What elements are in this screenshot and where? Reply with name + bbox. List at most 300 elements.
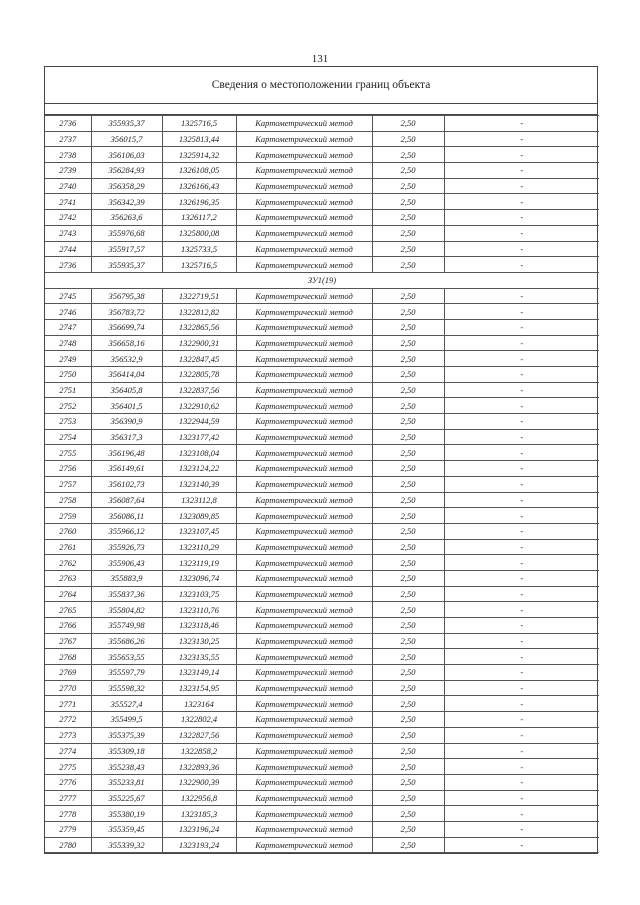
description-cell: - xyxy=(444,743,599,759)
coord-x-cell: 355499,5 xyxy=(91,712,162,728)
method-cell: Картометрический метод xyxy=(236,304,372,320)
method-cell: Картометрический метод xyxy=(236,335,372,351)
table-row xyxy=(45,743,599,759)
table-row xyxy=(45,555,599,571)
table-row xyxy=(45,414,599,430)
accuracy-cell: 2,50 xyxy=(372,288,444,304)
method-cell: Картометрический метод xyxy=(236,555,372,571)
coord-y-cell: 1323154,95 xyxy=(162,680,236,696)
method-cell: Картометрический метод xyxy=(236,665,372,681)
accuracy-cell: 2,50 xyxy=(372,602,444,618)
method-cell: Картометрический метод xyxy=(236,398,372,414)
table-row xyxy=(45,790,599,806)
coord-x-cell: 355598,32 xyxy=(91,680,162,696)
coord-x-cell: 356699,74 xyxy=(91,319,162,335)
accuracy-cell: 2,50 xyxy=(372,696,444,712)
point-number-cell: 2766 xyxy=(45,618,91,634)
accuracy-cell: 2,50 xyxy=(372,194,444,210)
point-number-cell: 2743 xyxy=(45,225,91,241)
coord-x-cell: 355935,37 xyxy=(91,257,162,273)
method-cell: Картометрический метод xyxy=(236,696,372,712)
coord-x-cell: 355749,98 xyxy=(91,618,162,634)
description-cell: - xyxy=(444,445,599,461)
description-cell: - xyxy=(444,712,599,728)
table-row xyxy=(45,210,599,226)
point-number-cell: 2773 xyxy=(45,727,91,743)
coord-x-cell: 356015,7 xyxy=(91,131,162,147)
table-row xyxy=(45,241,599,257)
point-number-cell: 2761 xyxy=(45,539,91,555)
coord-x-cell: 356532,9 xyxy=(91,351,162,367)
coord-x-cell: 355380,19 xyxy=(91,806,162,822)
table-row xyxy=(45,821,599,837)
point-number-cell: 2760 xyxy=(45,523,91,539)
accuracy-cell: 2,50 xyxy=(372,508,444,524)
coord-x-cell: 355359,45 xyxy=(91,821,162,837)
method-cell: Картометрический метод xyxy=(236,759,372,775)
coord-x-cell: 356317,3 xyxy=(91,429,162,445)
table-row xyxy=(45,539,599,555)
description-cell: - xyxy=(444,633,599,649)
coord-y-cell: 1322837,56 xyxy=(162,382,236,398)
method-cell: Картометрический метод xyxy=(236,351,372,367)
description-cell: - xyxy=(444,539,599,555)
coord-x-cell: 356658,16 xyxy=(91,335,162,351)
point-number-cell: 2769 xyxy=(45,665,91,681)
description-cell: - xyxy=(444,837,599,853)
coord-y-cell: 1323103,75 xyxy=(162,586,236,602)
method-cell: Картометрический метод xyxy=(236,837,372,853)
table-row xyxy=(45,806,599,822)
point-number-cell: 2777 xyxy=(45,790,91,806)
accuracy-cell: 2,50 xyxy=(372,555,444,571)
description-cell: - xyxy=(444,476,599,492)
coord-y-cell: 1323124,22 xyxy=(162,461,236,477)
coord-y-cell: 1325716,5 xyxy=(162,257,236,273)
method-cell: Картометрический метод xyxy=(236,225,372,241)
method-cell: Картометрический метод xyxy=(236,367,372,383)
description-cell: - xyxy=(444,696,599,712)
accuracy-cell: 2,50 xyxy=(372,523,444,539)
coord-x-cell: 355339,32 xyxy=(91,837,162,853)
table-row xyxy=(45,759,599,775)
coord-x-cell: 356358,29 xyxy=(91,178,162,194)
coord-y-cell: 1323089,85 xyxy=(162,508,236,524)
coord-x-cell: 355686,26 xyxy=(91,633,162,649)
coord-y-cell: 1322802,4 xyxy=(162,712,236,728)
coord-x-cell: 355309,18 xyxy=(91,743,162,759)
description-cell: - xyxy=(444,806,599,822)
coord-y-cell: 1322719,51 xyxy=(162,288,236,304)
accuracy-cell: 2,50 xyxy=(372,335,444,351)
coord-y-cell: 1326117,2 xyxy=(162,210,236,226)
coord-x-cell: 355527,4 xyxy=(91,696,162,712)
description-cell: - xyxy=(444,178,599,194)
page-number: 131 xyxy=(311,53,329,65)
method-cell: Картометрический метод xyxy=(236,539,372,555)
accuracy-cell: 2,50 xyxy=(372,727,444,743)
table-row xyxy=(45,351,599,367)
accuracy-cell: 2,50 xyxy=(372,790,444,806)
accuracy-cell: 2,50 xyxy=(372,178,444,194)
method-cell: Картометрический метод xyxy=(236,210,372,226)
method-cell: Картометрический метод xyxy=(236,523,372,539)
point-number-cell: 2739 xyxy=(45,163,91,179)
description-cell: - xyxy=(444,602,599,618)
coord-y-cell: 1322893,36 xyxy=(162,759,236,775)
coord-x-cell: 355225,67 xyxy=(91,790,162,806)
method-cell: Картометрический метод xyxy=(236,257,372,273)
accuracy-cell: 2,50 xyxy=(372,586,444,602)
coord-y-cell: 1322900,39 xyxy=(162,774,236,790)
coord-y-cell: 1323107,45 xyxy=(162,523,236,539)
coord-x-cell: 355883,9 xyxy=(91,570,162,586)
description-cell: - xyxy=(444,649,599,665)
point-number-cell: 2746 xyxy=(45,304,91,320)
coord-x-cell: 356284,93 xyxy=(91,163,162,179)
point-number-cell: 2753 xyxy=(45,414,91,430)
coord-y-cell: 1323149,14 xyxy=(162,665,236,681)
table-row xyxy=(45,476,599,492)
point-number-cell: 2770 xyxy=(45,680,91,696)
coord-y-cell: 1322956,8 xyxy=(162,790,236,806)
point-number-cell: 2744 xyxy=(45,241,91,257)
point-number-cell: 2745 xyxy=(45,288,91,304)
accuracy-cell: 2,50 xyxy=(372,539,444,555)
coord-y-cell: 1326108,05 xyxy=(162,163,236,179)
table-row xyxy=(45,116,599,132)
accuracy-cell: 2,50 xyxy=(372,304,444,320)
point-number-cell: 2756 xyxy=(45,461,91,477)
table-row xyxy=(45,649,599,665)
table-row xyxy=(45,633,599,649)
method-cell: Картометрический метод xyxy=(236,649,372,665)
coord-y-cell: 1323140,39 xyxy=(162,476,236,492)
description-cell: - xyxy=(444,665,599,681)
coord-y-cell: 1322812,82 xyxy=(162,304,236,320)
method-cell: Картометрический метод xyxy=(236,633,372,649)
description-cell: - xyxy=(444,461,599,477)
method-cell: Картометрический метод xyxy=(236,178,372,194)
point-number-cell: 2752 xyxy=(45,398,91,414)
method-cell: Картометрический метод xyxy=(236,147,372,163)
table-row xyxy=(45,445,599,461)
accuracy-cell: 2,50 xyxy=(372,680,444,696)
accuracy-cell: 2,50 xyxy=(372,131,444,147)
coord-y-cell: 1325813,44 xyxy=(162,131,236,147)
point-number-cell: 2740 xyxy=(45,178,91,194)
method-cell: Картометрический метод xyxy=(236,241,372,257)
description-cell: - xyxy=(444,727,599,743)
description-cell: - xyxy=(444,492,599,508)
table-row xyxy=(45,225,599,241)
accuracy-cell: 2,50 xyxy=(372,570,444,586)
coord-y-cell: 1323185,3 xyxy=(162,806,236,822)
description-cell: - xyxy=(444,790,599,806)
point-number-cell: 2737 xyxy=(45,131,91,147)
accuracy-cell: 2,50 xyxy=(372,429,444,445)
coord-x-cell: 355906,43 xyxy=(91,555,162,571)
method-cell: Картометрический метод xyxy=(236,445,372,461)
table-row xyxy=(45,194,599,210)
point-number-cell: 2764 xyxy=(45,586,91,602)
table-row xyxy=(45,837,599,853)
method-cell: Картометрический метод xyxy=(236,806,372,822)
point-number-cell: 2771 xyxy=(45,696,91,712)
method-cell: Картометрический метод xyxy=(236,821,372,837)
accuracy-cell: 2,50 xyxy=(372,743,444,759)
point-number-cell: 2754 xyxy=(45,429,91,445)
table-row xyxy=(45,492,599,508)
point-number-cell: 2741 xyxy=(45,194,91,210)
coord-y-cell: 1323112,8 xyxy=(162,492,236,508)
table-row xyxy=(45,508,599,524)
method-cell: Картометрический метод xyxy=(236,618,372,634)
coord-y-cell: 1323135,55 xyxy=(162,649,236,665)
method-cell: Картометрический метод xyxy=(236,319,372,335)
method-cell: Картометрический метод xyxy=(236,586,372,602)
coord-x-cell: 356106,03 xyxy=(91,147,162,163)
accuracy-cell: 2,50 xyxy=(372,163,444,179)
coord-y-cell: 1322805,78 xyxy=(162,367,236,383)
table-row xyxy=(45,288,599,304)
table-row xyxy=(45,602,599,618)
table-row xyxy=(45,586,599,602)
accuracy-cell: 2,50 xyxy=(372,398,444,414)
accuracy-cell: 2,50 xyxy=(372,445,444,461)
table-row xyxy=(45,398,599,414)
method-cell: Картометрический метод xyxy=(236,774,372,790)
coord-y-cell: 1322827,56 xyxy=(162,727,236,743)
coord-y-cell: 1323164 xyxy=(162,696,236,712)
coord-y-cell: 1323119,19 xyxy=(162,555,236,571)
table-row xyxy=(45,147,599,163)
accuracy-cell: 2,50 xyxy=(372,319,444,335)
method-cell: Картометрический метод xyxy=(236,194,372,210)
coord-x-cell: 355238,43 xyxy=(91,759,162,775)
description-cell: - xyxy=(444,555,599,571)
method-cell: Картометрический метод xyxy=(236,712,372,728)
accuracy-cell: 2,50 xyxy=(372,618,444,634)
description-cell: - xyxy=(444,131,599,147)
coord-x-cell: 356795,38 xyxy=(91,288,162,304)
point-number-cell: 2742 xyxy=(45,210,91,226)
accuracy-cell: 2,50 xyxy=(372,759,444,775)
coord-y-cell: 1322865,56 xyxy=(162,319,236,335)
coord-y-cell: 1322944,59 xyxy=(162,414,236,430)
point-number-cell: 2750 xyxy=(45,367,91,383)
description-cell: - xyxy=(444,257,599,273)
coordinates-table-frame xyxy=(44,66,598,854)
point-number-cell: 2768 xyxy=(45,649,91,665)
coord-x-cell: 356087,64 xyxy=(91,492,162,508)
description-cell: - xyxy=(444,304,599,320)
description-cell: - xyxy=(444,367,599,383)
accuracy-cell: 2,50 xyxy=(372,806,444,822)
point-number-cell: 2763 xyxy=(45,570,91,586)
coord-y-cell: 1322910,62 xyxy=(162,398,236,414)
accuracy-cell: 2,50 xyxy=(372,257,444,273)
point-number-cell: 2780 xyxy=(45,837,91,853)
table-row xyxy=(45,665,599,681)
point-number-cell: 2774 xyxy=(45,743,91,759)
table-row xyxy=(45,523,599,539)
coord-x-cell: 355917,57 xyxy=(91,241,162,257)
coord-y-cell: 1326196,35 xyxy=(162,194,236,210)
header-spacer xyxy=(45,104,597,115)
point-number-cell: 2755 xyxy=(45,445,91,461)
description-cell: - xyxy=(444,586,599,602)
point-number-cell: 2759 xyxy=(45,508,91,524)
accuracy-cell: 2,50 xyxy=(372,633,444,649)
coord-x-cell: 355597,79 xyxy=(91,665,162,681)
method-cell: Картометрический метод xyxy=(236,163,372,179)
description-cell: - xyxy=(444,116,599,132)
accuracy-cell: 2,50 xyxy=(372,116,444,132)
point-number-cell: 2767 xyxy=(45,633,91,649)
description-cell: - xyxy=(444,414,599,430)
point-number-cell: 2762 xyxy=(45,555,91,571)
coord-x-cell: 355804,82 xyxy=(91,602,162,618)
table-row xyxy=(45,570,599,586)
description-cell: - xyxy=(444,382,599,398)
coord-y-cell: 1322847,45 xyxy=(162,351,236,367)
method-cell: Картометрический метод xyxy=(236,570,372,586)
point-number-cell: 2757 xyxy=(45,476,91,492)
method-cell: Картометрический метод xyxy=(236,492,372,508)
point-number-cell: 2775 xyxy=(45,759,91,775)
coord-x-cell: 356414,04 xyxy=(91,367,162,383)
description-cell: - xyxy=(444,570,599,586)
table-row xyxy=(45,131,599,147)
table-row xyxy=(45,257,599,273)
point-number-cell: 2738 xyxy=(45,147,91,163)
description-cell: - xyxy=(444,351,599,367)
coord-x-cell: 355935,37 xyxy=(91,116,162,132)
description-cell: - xyxy=(444,759,599,775)
coord-x-cell: 355653,55 xyxy=(91,649,162,665)
coord-y-cell: 1322858,2 xyxy=(162,743,236,759)
description-cell: - xyxy=(444,241,599,257)
table-row xyxy=(45,429,599,445)
coordinates-table xyxy=(45,115,599,853)
description-cell: - xyxy=(444,335,599,351)
description-cell: - xyxy=(444,429,599,445)
table-row xyxy=(45,319,599,335)
coord-y-cell: 1323118,46 xyxy=(162,618,236,634)
point-number-cell: 2776 xyxy=(45,774,91,790)
table-row xyxy=(45,367,599,383)
point-number-cell: 2779 xyxy=(45,821,91,837)
table-row xyxy=(45,618,599,634)
description-cell: - xyxy=(444,774,599,790)
table-row xyxy=(45,382,599,398)
point-number-cell: 2749 xyxy=(45,351,91,367)
point-number-cell: 2772 xyxy=(45,712,91,728)
table-row xyxy=(45,712,599,728)
table-row xyxy=(45,727,599,743)
description-cell: - xyxy=(444,680,599,696)
method-cell: Картометрический метод xyxy=(236,382,372,398)
coord-x-cell: 355926,73 xyxy=(91,539,162,555)
point-number-cell: 2736 xyxy=(45,257,91,273)
description-cell: - xyxy=(444,821,599,837)
description-cell: - xyxy=(444,288,599,304)
method-cell: Картометрический метод xyxy=(236,414,372,430)
coord-y-cell: 1323130,25 xyxy=(162,633,236,649)
coord-x-cell: 355837,36 xyxy=(91,586,162,602)
method-cell: Картометрический метод xyxy=(236,288,372,304)
coord-y-cell: 1323110,76 xyxy=(162,602,236,618)
accuracy-cell: 2,50 xyxy=(372,367,444,383)
method-cell: Картометрический метод xyxy=(236,743,372,759)
description-cell: - xyxy=(444,210,599,226)
accuracy-cell: 2,50 xyxy=(372,461,444,477)
accuracy-cell: 2,50 xyxy=(372,821,444,837)
coord-x-cell: 356263,6 xyxy=(91,210,162,226)
method-cell: Картометрический метод xyxy=(236,461,372,477)
accuracy-cell: 2,50 xyxy=(372,351,444,367)
description-cell: - xyxy=(444,523,599,539)
coord-y-cell: 1323108,04 xyxy=(162,445,236,461)
coord-x-cell: 356196,48 xyxy=(91,445,162,461)
coord-y-cell: 1322900,31 xyxy=(162,335,236,351)
method-cell: Картометрический метод xyxy=(236,602,372,618)
table-row xyxy=(45,696,599,712)
accuracy-cell: 2,50 xyxy=(372,225,444,241)
method-cell: Картометрический метод xyxy=(236,680,372,696)
accuracy-cell: 2,50 xyxy=(372,492,444,508)
coord-y-cell: 1325733,5 xyxy=(162,241,236,257)
point-number-cell: 2751 xyxy=(45,382,91,398)
coord-y-cell: 1323177,42 xyxy=(162,429,236,445)
point-number-cell: 2747 xyxy=(45,319,91,335)
table-row xyxy=(45,163,599,179)
coord-x-cell: 355233,81 xyxy=(91,774,162,790)
description-cell: - xyxy=(444,508,599,524)
accuracy-cell: 2,50 xyxy=(372,241,444,257)
method-cell: Картометрический метод xyxy=(236,727,372,743)
accuracy-cell: 2,50 xyxy=(372,210,444,226)
section-label: ЗУ1(19) xyxy=(45,272,599,288)
method-cell: Картометрический метод xyxy=(236,116,372,132)
point-number-cell: 2778 xyxy=(45,806,91,822)
coord-x-cell: 356342,39 xyxy=(91,194,162,210)
method-cell: Картометрический метод xyxy=(236,131,372,147)
table-row xyxy=(45,178,599,194)
table-row xyxy=(45,335,599,351)
method-cell: Картометрический метод xyxy=(236,429,372,445)
table-row xyxy=(45,774,599,790)
coord-x-cell: 355375,39 xyxy=(91,727,162,743)
coord-x-cell: 355966,12 xyxy=(91,523,162,539)
accuracy-cell: 2,50 xyxy=(372,665,444,681)
description-cell: - xyxy=(444,194,599,210)
description-cell: - xyxy=(444,163,599,179)
point-number-cell: 2736 xyxy=(45,116,91,132)
table-row xyxy=(45,680,599,696)
coord-x-cell: 356102,73 xyxy=(91,476,162,492)
accuracy-cell: 2,50 xyxy=(372,476,444,492)
table-row xyxy=(45,304,599,320)
point-number-cell: 2758 xyxy=(45,492,91,508)
accuracy-cell: 2,50 xyxy=(372,837,444,853)
coord-y-cell: 1323193,24 xyxy=(162,837,236,853)
table-row xyxy=(45,461,599,477)
description-cell: - xyxy=(444,618,599,634)
accuracy-cell: 2,50 xyxy=(372,712,444,728)
table-title: Сведения о местоположении границ объекта xyxy=(45,67,597,104)
